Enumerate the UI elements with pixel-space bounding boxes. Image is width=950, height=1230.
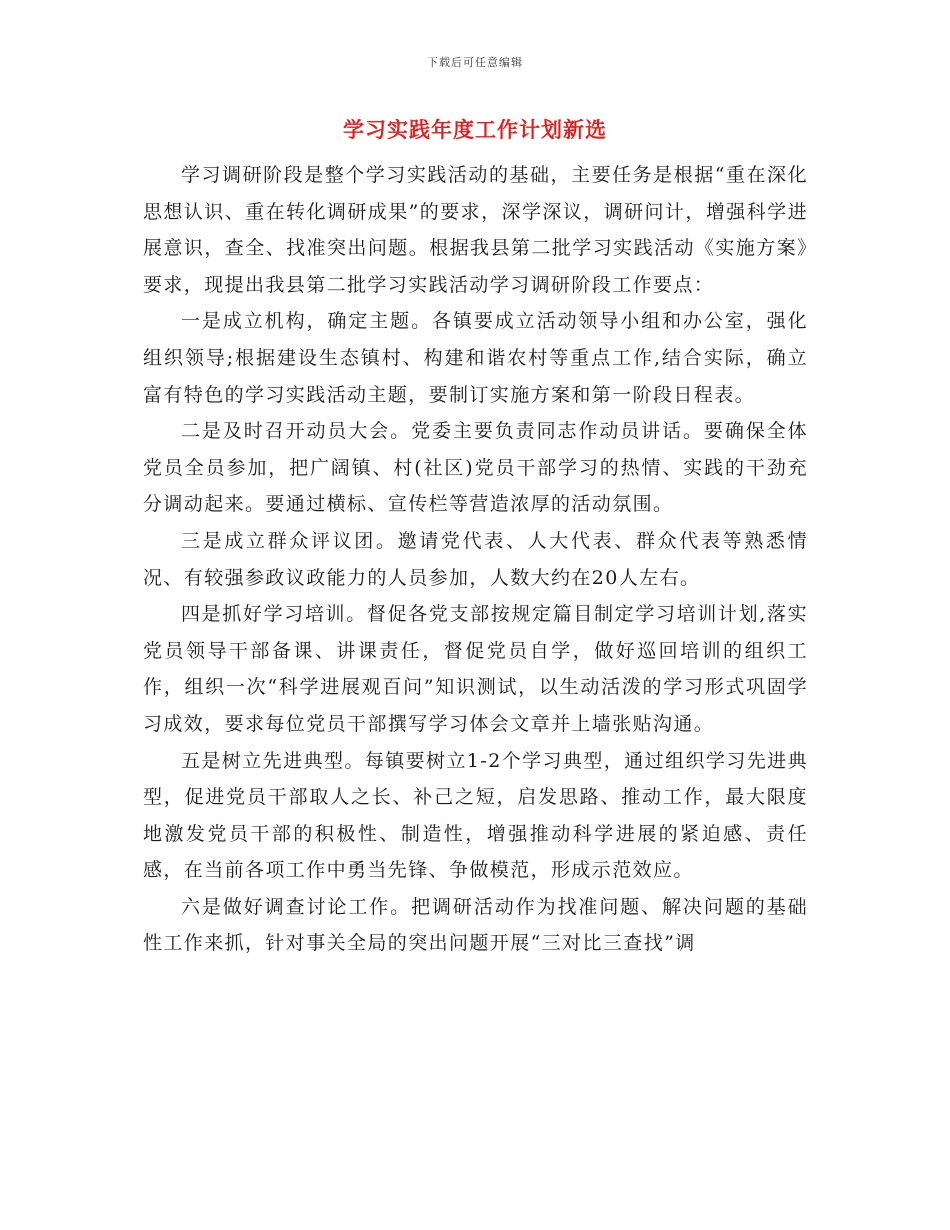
paragraph-item-1: 一是成立机构，确定主题。各镇要成立活动领导小组和办公室，强化组织领导;根据建设生态镇村、构建和谐农村等重点工作,结合实际，确立富有特色的学习实践活动主题，要制订实施方案和第一阶段日程表。 <box>143 310 808 406</box>
page-header-note: 下载后可任意编辑 <box>427 56 523 69</box>
document-title: 学习实践年度工作计划新选 <box>343 117 607 142</box>
paragraph-intro: 学习调研阶段是整个学习实践活动的基础，主要任务是根据“重在深化思想认识、重在转化调研成果”的要求，深学深议，调研问计，增强科学进展意识，查全、找准突出问题。根据我县第二批学习实践活动《实施方案》要求，现提出我县第二批学习实践活动学习调研阶段工作要点： <box>143 164 808 296</box>
paragraph-item-3: 三是成立群众评议团。邀请党代表、人大代表、群众代表等熟悉情况、有较强参政议政能力的人员参加，人数大约在20人左右。 <box>143 529 808 589</box>
paragraph-item-6: 六是做好调查讨论工作。把调研活动作为找准问题、解决问题的基础性工作来抓，针对事关全局的突出问题开展“三对比三查找”调 <box>143 895 808 955</box>
paragraph-item-2: 二是及时召开动员大会。党委主要负责同志作动员讲话。要确保全体党员全员参加，把广阔镇、村(社区)党员干部学习的热情、实践的干劲充分调动起来。要通过横标、宣传栏等营造浓厚的活动氛围。 <box>143 420 808 516</box>
document-body <box>143 157 808 962</box>
paragraph-item-5: 五是树立先进典型。每镇要树立1-2个学习典型，通过组织学习先进典型，促进党员干部取人之长、补己之短，启发思路、推动工作，最大限度地激发党员干部的积极性、制造性，增强推动科学进展的紧迫感、责任感，在当前各项工作中勇当先锋、争做模范，形成示范效应。 <box>143 749 808 882</box>
paragraph-item-4: 四是抓好学习培训。督促各党支部按规定篇目制定学习培训计划,落实党员领导干部备课、讲课责任，督促党员自学，做好巡回培训的组织工作，组织一次“科学进展观百问”知识测试，以生动活泼的学习形式巩固学习成效，要求每位党员干部撰写学习体会文章并上墙张贴沟通。 <box>143 603 808 735</box>
